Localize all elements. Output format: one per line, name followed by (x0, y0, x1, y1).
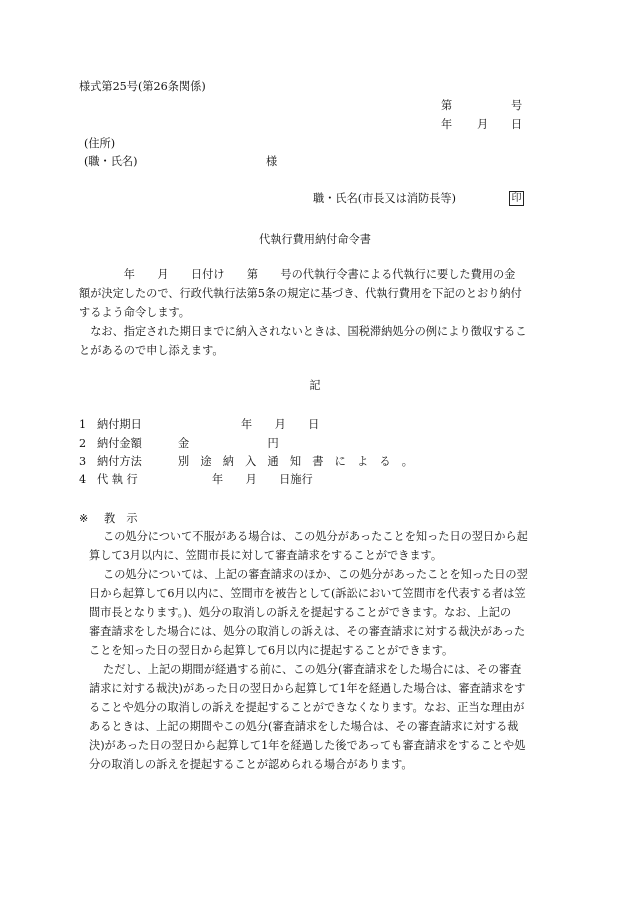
issuer-label: 職・氏名(市長又は消防長等) (313, 192, 456, 205)
date-day: 日 (511, 118, 523, 131)
form-number: 様式第25号(第26条関係) (79, 80, 206, 93)
body-line: 年 月 日付け 第 号の代執行令書による代執行に要した費用の金 (79, 268, 516, 281)
notice-line: 算して3月以内に、笠間市長に対して審査請求をすることができます。 (89, 549, 443, 562)
body-line: とがあるので申し添えます。 (79, 344, 224, 357)
item-label: 納付金額 (97, 437, 142, 450)
notice-line: 決)があった日の翌日から起算して1年を経過した後であっても審査請求をすることや処 (89, 739, 526, 752)
notice-line: この処分については、上記の審査請求のほか、この処分があったことを知った日の翌 (103, 568, 528, 581)
notice-line: ることや処分の取消しの訴えを提起することができなくなります。なお、正当な理由が (89, 701, 525, 714)
item-number: 4 (79, 473, 87, 486)
recipient-address-label: (住所) (84, 137, 116, 150)
item-number: 2 (79, 437, 87, 450)
item-number: 3 (79, 455, 87, 468)
seal-mark: 印 (509, 191, 524, 206)
body-line: 額が決定したので、行政代執行法第5条の規定に基づき、代執行費用を下記のとおり納付 (79, 287, 522, 300)
document-number-suffix: 号 (511, 99, 523, 112)
recipient-honorific: 様 (266, 155, 278, 168)
notice-line: 分の取消しの訴えを提起することが認められる場合があります。 (89, 758, 413, 771)
notice-line: この処分について不服がある場合は、この処分があったことを知った日の翌日から起 (103, 530, 528, 543)
recipient-name-label: (職・氏名) (84, 155, 138, 168)
body-line: するよう命令します。 (79, 306, 190, 319)
document-title: 代執行費用納付命令書 (259, 233, 371, 246)
item-label: 代 執 行 (97, 473, 138, 486)
notice-line: 審査請求をした場合には、処分の取消しの訴えは、その審査請求に対する裁決があった (89, 625, 526, 638)
item-value: 金 円 (178, 437, 279, 450)
notice-line: あるときは、上記の期間やこの処分(審査請求をした場合は、その審査請求に対する裁 (89, 720, 519, 733)
item-label: 納付方法 (97, 455, 142, 468)
document-number-prefix: 第 (441, 99, 453, 112)
item-value: 別 途 納 入 通 知 書 に よ る 。 (178, 455, 413, 468)
notice-line: ただし、上記の期間が経過する前に、この処分(審査請求をした場合には、その審査 (103, 663, 522, 676)
notice-heading: 教 示 (104, 512, 138, 525)
notice-line: ことを知った日の翌日から起算して6月以内に提起することができます。 (89, 644, 454, 657)
ki-heading: 記 (309, 379, 321, 392)
item-value: 年 月 日 (241, 418, 320, 431)
notice-mark: ※ (79, 512, 89, 525)
item-value: 年 月 日施行 (212, 473, 313, 486)
notice-line: 日から起算して6月以内に、笠間市を被告として(訴訟において笠間市を代表する者は笠 (89, 587, 526, 600)
date-month: 月 (477, 118, 489, 131)
notice-line: 請求に対する裁決)があった日の翌日から起算して1年を経過した場合は、審査請求をす (89, 682, 526, 695)
notice-line: 間市長となります。)、処分の取消しの訴えを提起することができます。なお、上記の (89, 606, 512, 619)
body-line: なお、指定された期日までに納入されないときは、国税滞納処分の例により徴収するこ (79, 325, 527, 338)
item-label: 納付期日 (97, 418, 142, 431)
item-number: 1 (79, 418, 87, 431)
date-year: 年 (441, 118, 453, 131)
issuer-seal (509, 191, 524, 206)
